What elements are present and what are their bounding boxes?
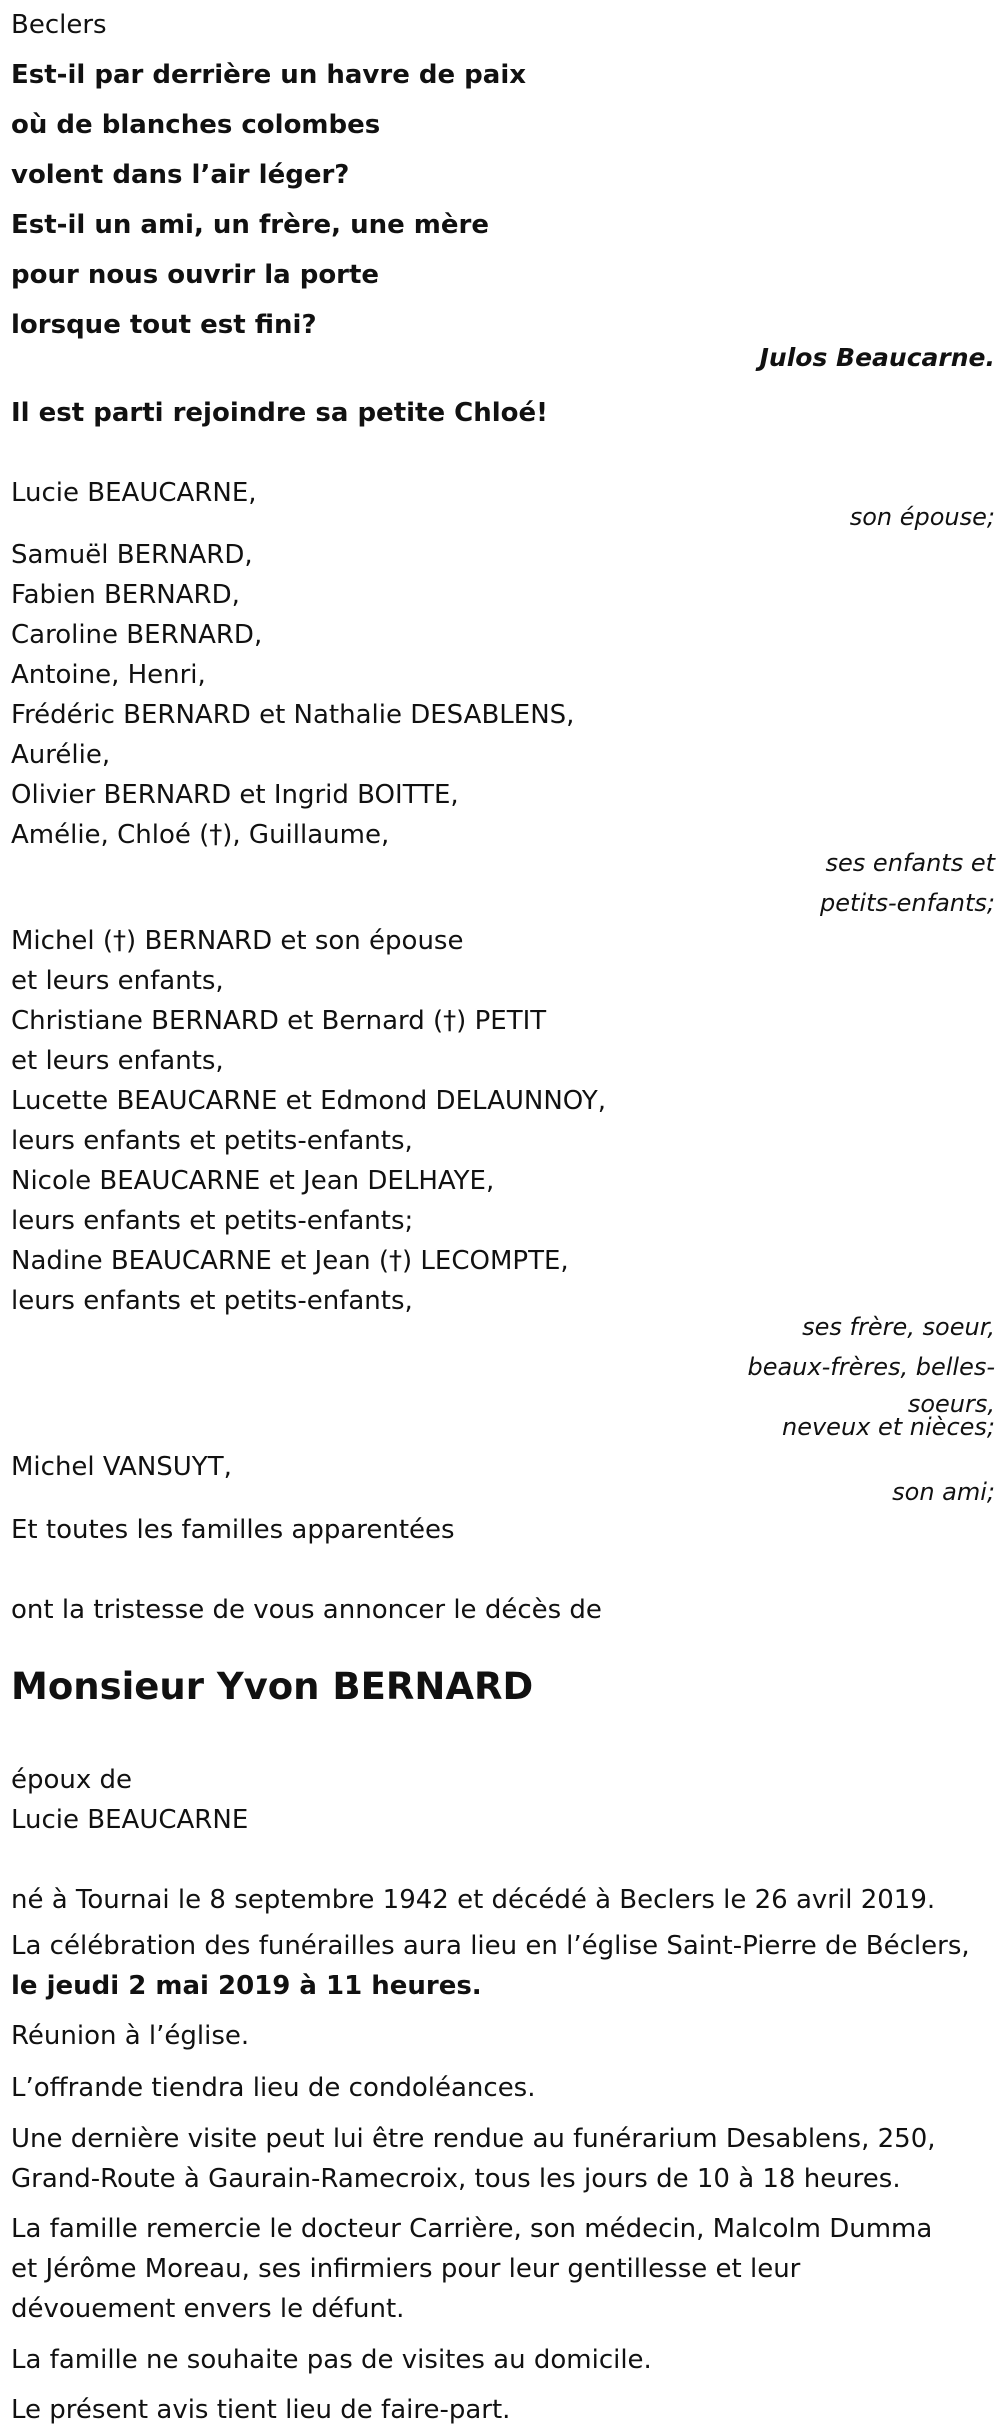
poem-line-1: Est-il par derrière un havre de paix [11, 60, 527, 90]
visit-line-2: Grand-Route à Gaurain-Ramecroix, tous les jours de 10 à 18 heures. [11, 2164, 901, 2194]
birth-death: né à Tournai le 8 septembre 1942 et décédé à Beclers le 26 avril 2019. [11, 1885, 936, 1915]
child-line-3: Caroline BERNARD, [11, 620, 263, 650]
siblings-relation-3: soeurs, [907, 1390, 995, 1418]
no-visits-info: La famille ne souhaite pas de visites au domicile. [11, 2345, 652, 2375]
sibling-line-9: Nadine BEAUCARNE et Jean (†) LECOMPTE, [11, 1246, 569, 1276]
thanks-line-1: La famille remercie le docteur Carrière, son médecin, Malcolm Dumma [11, 2214, 933, 2244]
spouse-name: Lucie BEAUCARNE, [11, 478, 257, 508]
child-line-1: Samuël BERNARD, [11, 540, 253, 570]
tagline: Il est parti rejoindre sa petite Chloé! [11, 398, 548, 428]
notice-info: Le présent avis tient lieu de faire-part. [11, 2395, 511, 2425]
place-name: Beclers [11, 10, 107, 40]
child-line-5: Frédéric BERNARD et Nathalie DESABLENS, [11, 700, 575, 730]
offering-info: L’offrande tiendra lieu de condoléances. [11, 2073, 536, 2103]
siblings-relation-2: beaux-frères, belles- [747, 1353, 995, 1381]
poem-line-2: où de blanches colombes [11, 110, 381, 140]
thanks-line-3: dévouement envers le défunt. [11, 2294, 405, 2324]
siblings-relation-1: ses frère, soeur, [802, 1313, 995, 1341]
children-relation-2: petits-enfants; [820, 889, 995, 917]
meeting-info: Réunion à l’église. [11, 2021, 250, 2051]
thanks-line-2: et Jérôme Moreau, ses infirmiers pour leur gentillesse et leur [11, 2254, 801, 2284]
sibling-line-4: et leurs enfants, [11, 1046, 224, 1076]
sibling-line-7: Nicole BEAUCARNE et Jean DELHAYE, [11, 1166, 495, 1196]
related-families: Et toutes les familles apparentées [11, 1515, 455, 1545]
husband-of-label: époux de [11, 1765, 133, 1795]
child-line-6: Aurélie, [11, 740, 111, 770]
sibling-line-2: et leurs enfants, [11, 966, 224, 996]
spouse-relation: son épouse; [849, 503, 995, 531]
sibling-line-8: leurs enfants et petits-enfants; [11, 1206, 414, 1236]
sibling-line-6: leurs enfants et petits-enfants, [11, 1126, 413, 1156]
husband-of-name: Lucie BEAUCARNE [11, 1805, 249, 1835]
sibling-line-1: Michel (†) BERNARD et son épouse [11, 926, 464, 956]
poem-line-6: lorsque tout est fini? [11, 310, 317, 340]
poem-author: Julos Beaucarne. [759, 343, 995, 372]
poem-line-5: pour nous ouvrir la porte [11, 260, 380, 290]
child-line-2: Fabien BERNARD, [11, 580, 240, 610]
friend-relation: son ami; [892, 1478, 995, 1506]
deceased-name: Monsieur Yvon BERNARD [11, 1665, 534, 1708]
friend-name: Michel VANSUYT, [11, 1452, 232, 1482]
children-relation-1: ses enfants et [825, 849, 995, 877]
child-line-8: Amélie, Chloé (†), Guillaume, [11, 820, 390, 850]
sibling-line-10: leurs enfants et petits-enfants, [11, 1286, 413, 1316]
child-line-4: Antoine, Henri, [11, 660, 206, 690]
funeral-date: le jeudi 2 mai 2019 à 11 heures. [11, 1971, 482, 2001]
announcement: ont la tristesse de vous annoncer le décès de [11, 1595, 602, 1625]
sibling-line-3: Christiane BERNARD et Bernard (†) PETIT [11, 1006, 547, 1036]
visit-line-1: Une dernière visite peut lui être rendue au funérarium Desablens, 250, [11, 2124, 936, 2154]
child-line-7: Olivier BERNARD et Ingrid BOITTE, [11, 780, 459, 810]
siblings-relation-4: neveux et nièces; [782, 1413, 995, 1441]
funeral-line-1: La célébration des funérailles aura lieu en l’église Saint-Pierre de Béclers, [11, 1931, 970, 1961]
sibling-line-5: Lucette BEAUCARNE et Edmond DELAUNNOY, [11, 1086, 606, 1116]
poem-line-4: Est-il un ami, un frère, une mère [11, 210, 489, 240]
poem-line-3: volent dans l’air léger? [11, 160, 350, 190]
